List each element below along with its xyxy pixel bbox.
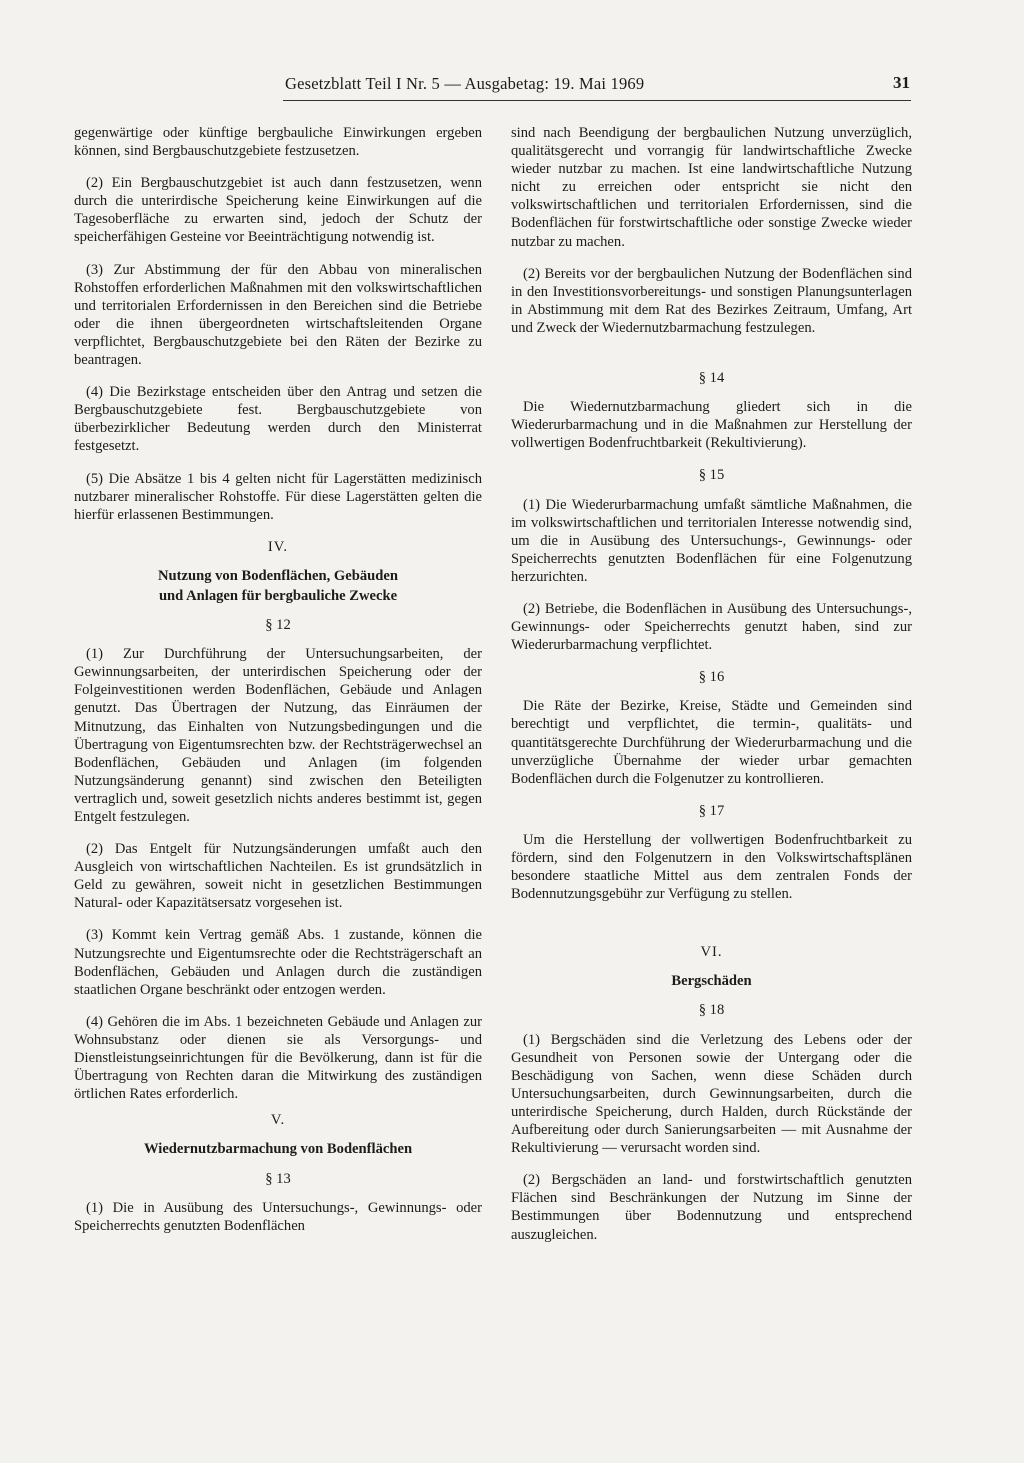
paragraph: (2) Bereits vor der bergbaulichen Nutzung der Bodenflächen sind in den Investitionsvorbereitungs- und sonstigen Planungsunterlagen in Abstimmung mit dem Rat des Bezirkes Zeitraum, Umfang, Art und Zweck der Wiedernutzbarmachung festzulegen. <box>511 265 912 336</box>
section-heading: § 14 <box>698 370 725 387</box>
section-heading: § 12 <box>265 617 291 634</box>
paragraph-continued: gegenwärtige oder künftige bergbauliche Einwirkungen ergeben können, sind Bergbauschutzgebiete festzusetzen. <box>74 125 482 160</box>
section-heading: § 15 <box>698 467 725 484</box>
paragraph: (1) Zur Durchführung der Untersuchungsarbeiten, der Gewinnungsarbeiten, der unterirdischen Speicherung oder der Folgeinvestitionen werden Bodenflächen, Gebäude und Anlagen genutzt. Das Übertragen der Nutzung, das Einräumen der Mitnutzung, das Einhalten von Nutzungsbedingungen und die Übertragung von Eigentumsrechten bzw. der Rechtsträgerwechsel an Bodenflächen, Gebäuden und Anlagen (im folgenden Nutzungsänderung genannt) sind zwischen den Beteiligten vertraglich und, soweit gesetzlich nichts anderes bestimmt ist, gegen Entgelt festzulegen. <box>74 646 482 825</box>
right-column <box>511 124 912 1258</box>
paragraph: (1) Bergschäden sind die Verletzung des Lebens oder der Gesundheit von Personen sowie der Untergang oder die Beschädigung von Sachen, wenn diese Schäden durch Untersuchungsarbeiten, durch Gewinnungsarbeiten, durch die unterirdische Speicherung, durch Halden, durch Rückstände der Aufbereitung oder durch Sanierungsarbeiten — mit Ausnahme der Rekultivierung — verursacht worden sind. <box>511 1031 912 1157</box>
chapter-number: IV. <box>267 538 289 555</box>
chapter-number: VI. <box>700 944 723 961</box>
paragraph: (2) Ein Bergbauschutzgebiet ist auch dann festzusetzen, wenn durch die unterirdische Speicherung keine Einwirkungen auf die Tagesoberfläche zu erwarten sind, jedoch der Schutz der speicherfähigen Gesteine vor Beeinträchtigung notwendig ist. <box>74 175 482 246</box>
chapter-title: und Anlagen für bergbauliche Zwecke <box>158 587 398 604</box>
chapter-title: Nutzung von Bodenflächen, Gebäuden <box>157 567 399 584</box>
section-heading: § 17 <box>698 802 725 819</box>
paragraph: (2) Das Entgelt für Nutzungsänderungen umfaßt auch den Ausgleich von wirtschaftlichen Nachteilen. Es ist grundsätzlich in Geld zu gewähren, soweit nicht in gesetzlichen Bestimmungen Natural- oder Kapazitätsersatz vorgesehen ist. <box>74 841 482 912</box>
page-number: 31 <box>893 73 910 92</box>
paragraph: (2) Betriebe, die Bodenflächen in Ausübung des Untersuchungs-, Gewinnungs- oder Speicherrechts genutzt haben, sind zur Wiederurbarmachung verpflichtet. <box>511 600 912 654</box>
section-heading: § 16 <box>698 669 725 686</box>
section-heading: § 13 <box>265 1170 291 1187</box>
chapter-title: Bergschäden <box>671 973 752 990</box>
chapter-number: V. <box>270 1112 286 1129</box>
paragraph: (5) Die Absätze 1 bis 4 gelten nicht für Lagerstätten medizinisch nutzbarer mineralischer Rohstoffe. Für diese Lagerstätten gelten die hierfür erlassenen Bestimmungen. <box>74 470 482 523</box>
running-header: Gesetzblatt Teil I Nr. 5 — Ausgabetag: 19. Mai 1969 <box>285 74 645 93</box>
paragraph: (3) Kommt kein Vertrag gemäß Abs. 1 zustande, können die Nutzungsrechte und Eigentumsrechte oder die Rechtsträgerschaft an Bodenflächen, Gebäuden und Anlagen durch die zuständigen staatlichen Organe beschränkt oder entzogen werden. <box>74 927 482 998</box>
header-rule <box>283 100 911 101</box>
paragraph: (4) Gehören die im Abs. 1 bezeichneten Gebäude und Anlagen zur Wohnsubstanz oder dienen sie als Versorgungs- und Dienstleistungseinrichtungen für die Bevölkerung, dann ist für die Übertragung von Rechten daran die Mitwirkung des zuständigen örtlichen Rates erforderlich. <box>74 1013 482 1103</box>
section-heading: § 18 <box>698 1002 725 1019</box>
left-column <box>74 124 482 1249</box>
chapter-title: Wiedernutzbarmachung von Bodenflächen <box>143 1141 413 1158</box>
paragraph: Die Räte der Bezirke, Kreise, Städte und Gemeinden sind berechtigt und verpflichtet, die termin-, qualitäts- und quantitätsgerechte Durchführung der Wiederurbarmachung und die unverzügliche Übernahme der wieder urbar gemachten Bodenflächen durch die Folgenutzer zu kontrollieren. <box>511 698 912 787</box>
paragraph: (1) Die in Ausübung des Untersuchungs-, Gewinnungs- oder Speicherrechts genutzten Bodenflächen <box>74 1199 482 1234</box>
paragraph: Die Wiedernutzbarmachung gliedert sich in die Wiederurbarmachung und in die Maßnahmen zur Herstellung der vollwertigen Bodenfruchtbarkeit (Rekultivierung). <box>511 399 912 452</box>
paragraph: Um die Herstellung der vollwertigen Bodenfruchtbarkeit zu fördern, sind den Folgenutzern in den Volkswirtschaftsplänen besondere staatliche Mittel aus dem zentralen Fonds der Bodennutzungsgebühr zur Verfügung zu stellen. <box>511 831 912 903</box>
spacer <box>511 351 912 367</box>
paragraph: (2) Bergschäden an land- und forstwirtschaftlich genutzten Flächen sind Beschränkungen der Nutzung im Sinne der Bestimmungen über Bodennutzung und entsprechend auszugleichen. <box>511 1172 912 1243</box>
paragraph-continued: sind nach Beendigung der bergbaulichen Nutzung unverzüglich, qualitätsgerecht und vorrangig für landwirtschaftliche Zwecke wieder nutzbar zu machen. Ist eine landwirtschaftliche Nutzung nicht zu erreichen oder entspricht sie nicht den volkswirtschaftlichen und territorialen Erfordernissen, sind die Bodenflächen für forstwirtschaftliche oder sonstige Zwecke wieder nutzbar zu machen. <box>511 125 912 250</box>
paragraph: (4) Die Bezirkstage entscheiden über den Antrag und setzen die Bergbauschutzgebiete fest. Bergbauschutzgebiete von überbezirklicher Bedeutung werden durch den Ministerrat festgesetzt. <box>74 384 482 455</box>
spacer <box>511 917 912 939</box>
paragraph: (3) Zur Abstimmung der für den Abbau von mineralischen Rohstoffen erforderlichen Maßnahmen mit den volkswirtschaftlichen und territorialen Erfordernissen in den Bereichen sind die Betriebe oder die ihnen übergeordneten wirtschaftsleitenden Organe verpflichtet, Bergbauschutzgebiete bei den Räten der Bezirke zu beantragen. <box>74 261 482 369</box>
paragraph: (1) Die Wiederurbarmachung umfaßt sämtliche Maßnahmen, die im volkswirtschaftlichen und territorialen Interesse notwendig sind, um die in Ausübung des Untersuchungs-, Gewinnungs- oder Speicherrechts genutzten Bodenflächen für eine Folgenutzung herzurichten. <box>511 496 912 585</box>
